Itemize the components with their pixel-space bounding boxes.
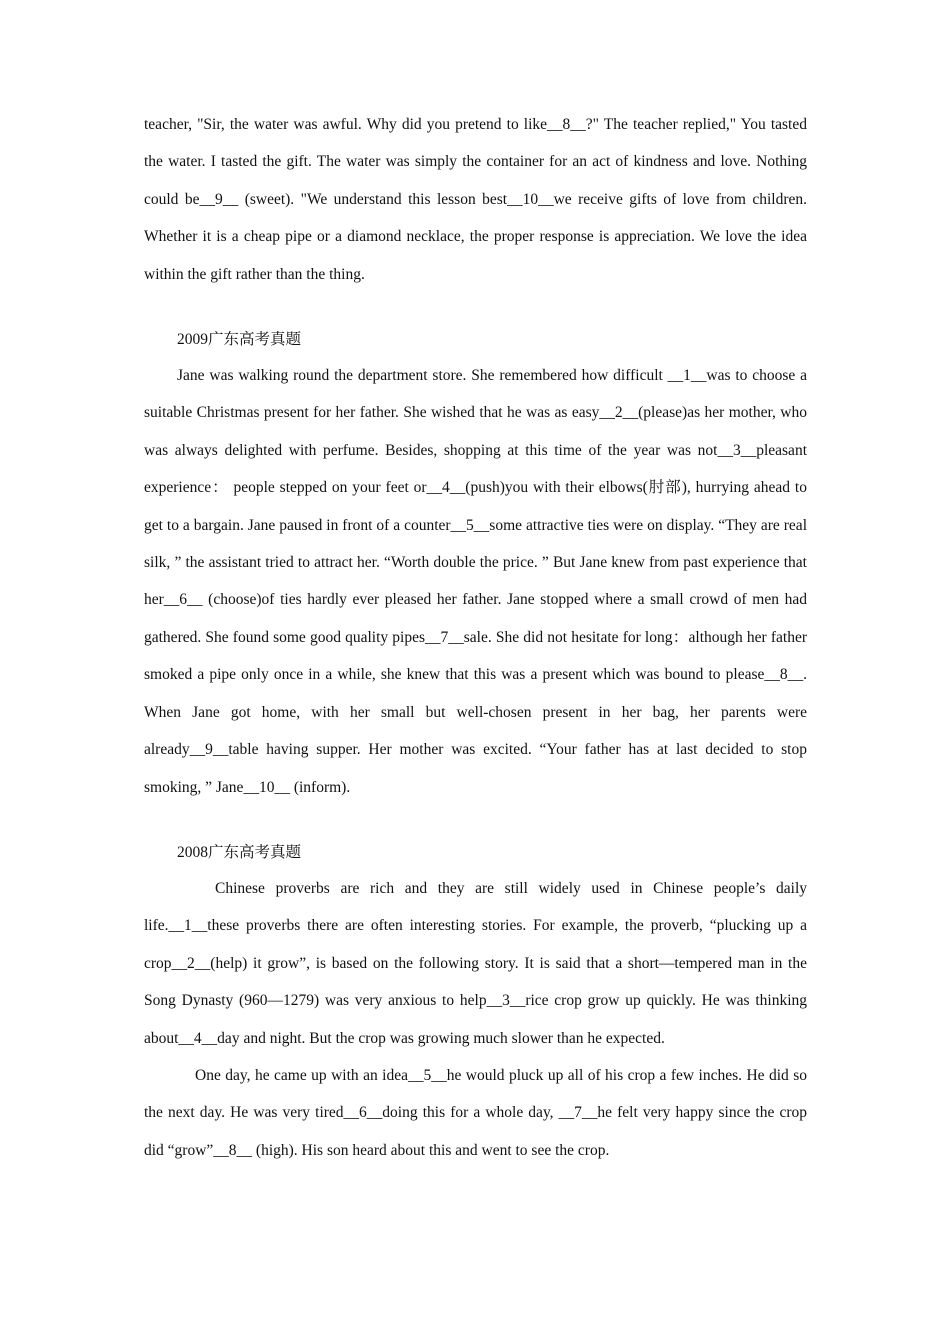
paragraph-passage-end: teacher, "Sir, the water was awful. Why did you pretend to like__8__?" The teacher replied," You tasted the water. I tasted the gift. The water was simply the container for an act of kindness and love. Nothing could be__9__ (sweet). "We understand this lesson best__10__we receive gifts of love from children. Whether it is a cheap pipe or a diamond necklace, the proper response is appreciation. We love the idea within the gift rather than the thing. xyxy=(144,116,807,283)
paragraph-2009-passage: Jane was walking round the department store. She remembered how difficult __1__was to choose a suitable Christmas present for her father. She wished that he was as easy__2__(please)as her mother, who was always delighted with perfume. Besides, shopping at this time of the year was not__3__pleasant experience： people stepped on your feet or__4__(push)you with their elbows(肘部), hurrying ahead to get to a bargain. Jane paused in front of a counter__5__some attractive ties were on display. “They are real silk, ” the assistant tried to attract her. “Worth double the price. ” But Jane knew from past experience that her__6__ (choose)of ties hardly ever pleased her father. Jane stopped where a small crowd of men had gathered. She found some good quality pipes__7__sale. She did not hesitate for long：although her father smoked a pipe only once in a while, she knew that this was a present which was bound to please__8__. When Jane got home, with her small but well-chosen present in her bag, her parents were already__9__table having supper. Her mother was excited. “Your father has at last decided to stop smoking, ” Jane__10__ (inform). xyxy=(144,367,807,796)
section-heading-2008: 2008广东高考真题 xyxy=(177,843,302,861)
section-gap xyxy=(144,293,807,323)
paragraph-2008-passage-1: Chinese proverbs are rich and they are still widely used in Chinese people’s daily life.__1__these proverbs there are often interesting stories. For example, the proverb, “plucking up a crop__2__(help) it grow”, is based on the following story. It is said that a short—tempered man in the Song Dynasty (960—1279) was very anxious to help__3__rice crop grow up quickly. He was thinking about__4__day and night. But the crop was growing much slower than he expected. xyxy=(144,879,807,1047)
document-page xyxy=(144,106,807,1169)
section-heading-2009: 2009广东高考真题 xyxy=(177,331,302,349)
section-gap xyxy=(144,806,807,836)
paragraph-2008-passage-2: One day, he came up with an idea__5__he would pluck up all of his crop a few inches. He did so the next day. He was very tired__6__doing this for a whole day, __7__he felt very happy since the crop did “grow”__8__ (high). His son heard about this and went to see the crop. xyxy=(144,1066,807,1159)
